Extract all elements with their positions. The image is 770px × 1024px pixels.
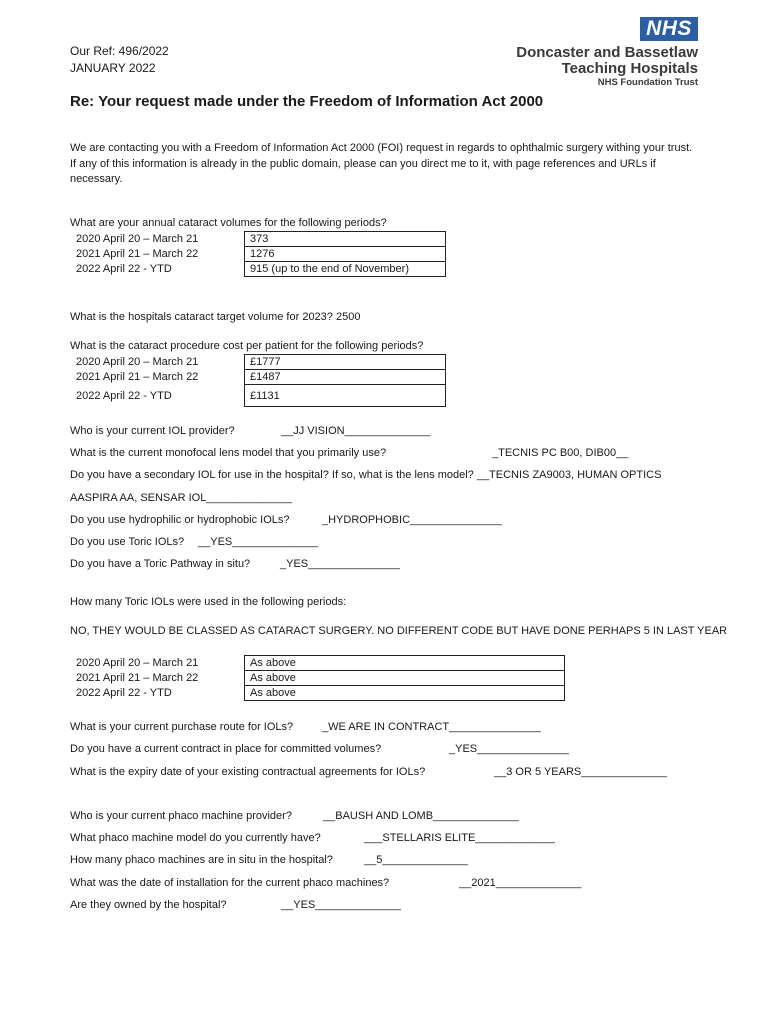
target-volume-question: What is the hospitals cataract target volume for 2023? 2500 [70, 311, 361, 323]
phaco-count-answer: __5______________ [364, 854, 469, 866]
monofocal-answer: _TECNIS PC B00, DIB00__ [492, 447, 629, 459]
table-row: 2020 April 20 – March 21 £1777 [70, 355, 446, 370]
table-row: 2020 April 20 – March 21 373 [70, 232, 446, 247]
table-row: 2021 April 21 – March 22 £1487 [70, 370, 446, 385]
phaco-provider-question: Who is your current phaco machine provider? [70, 810, 292, 822]
contract-answer: _YES_______________ [449, 743, 569, 755]
expiry-answer: __3 OR 5 YEARS______________ [494, 766, 667, 778]
toric-question: Do you use Toric IOLs? [70, 536, 185, 548]
intro-paragraph: We are contacting you with a Freedom of Information Act 2000 (FOI) request in regards to ophthalmic surgery withing your trust. If any of this information is already in the public domain, please can you direct me to it, with page references and URLs if necessary. [70, 142, 693, 185]
table-row: 2020 April 20 – March 21 As above [70, 656, 565, 671]
org-name-line1: Doncaster and Bassetlaw [516, 44, 698, 61]
secondary-iol-question: Do you have a secondary IOL for use in the hospital? If so, what is the lens model? __TECNIS ZA9003, HUMAN OPTICS [70, 469, 662, 481]
nhs-logo: NHS [640, 17, 698, 41]
iol-provider-answer: __JJ VISION______________ [281, 425, 431, 437]
procedure-cost-table [70, 354, 446, 407]
toric-used-question: How many Toric IOLs were used in the following periods: [70, 596, 347, 608]
hydro-answer: _HYDROPHOBIC_______________ [322, 514, 502, 526]
letter-date: JANUARY 2022 [70, 61, 156, 75]
secondary-iol-answer: AASPIRA AA, SENSAR IOL______________ [70, 492, 292, 504]
hydro-question: Do you use hydrophilic or hydrophobic IOLs? [70, 514, 290, 526]
toric-used-note: NO, THEY WOULD BE CLASSED AS CATARACT SURGERY. NO DIFFERENT CODE BUT HAVE DONE PERHAPS 5 IN LAST YEAR [70, 625, 728, 637]
purchase-route-question: What is your current purchase route for IOLs? [70, 721, 294, 733]
toric-pathway-question: Do you have a Toric Pathway in situ? [70, 558, 251, 570]
phaco-provider-answer: __BAUSH AND LOMB______________ [323, 810, 519, 822]
table-row: 2022 April 22 - YTD £1131 [70, 385, 446, 407]
table-row: 2021 April 21 – March 22 1276 [70, 247, 446, 262]
toric-pathway-answer: _YES_______________ [280, 558, 400, 570]
phaco-count-question: How many phaco machines are in situ in the hospital? [70, 854, 333, 866]
iol-provider-question: Who is your current IOL provider? [70, 425, 235, 437]
contract-question: Do you have a current contract in place for committed volumes? [70, 743, 382, 755]
owned-answer: __YES______________ [281, 899, 401, 911]
table-row: 2022 April 22 - YTD As above [70, 686, 565, 701]
phaco-model-question: What phaco machine model do you currently have? [70, 832, 321, 844]
monofocal-question: What is the current monofocal lens model that you primarily use? [70, 447, 387, 459]
toric-used-table [70, 655, 565, 701]
reference-number: Our Ref: 496/2022 [70, 44, 169, 58]
expiry-question: What is the expiry date of your existing contractual agreements for IOLs? [70, 766, 426, 778]
toric-answer: __YES______________ [198, 536, 318, 548]
letter-title: Re: Your request made under the Freedom of Information Act 2000 [70, 93, 544, 110]
procedure-cost-question: What is the cataract procedure cost per patient for the following periods? [70, 340, 424, 352]
table-row: 2022 April 22 - YTD 915 (up to the end of November) [70, 262, 446, 277]
cataract-volumes-table [70, 231, 446, 277]
phaco-date-answer: __2021______________ [459, 877, 582, 889]
cataract-volumes-question: What are your annual cataract volumes for the following periods? [70, 217, 387, 229]
table-row: 2021 April 21 – March 22 As above [70, 671, 565, 686]
owned-question: Are they owned by the hospital? [70, 899, 227, 911]
org-name-line2: Teaching Hospitals [561, 60, 698, 77]
org-name-line3: NHS Foundation Trust [597, 77, 698, 88]
phaco-date-question: What was the date of installation for the current phaco machines? [70, 877, 390, 889]
purchase-route-answer: _WE ARE IN CONTRACT_______________ [322, 721, 541, 733]
phaco-model-answer: ___STELLARIS ELITE_____________ [364, 832, 555, 844]
